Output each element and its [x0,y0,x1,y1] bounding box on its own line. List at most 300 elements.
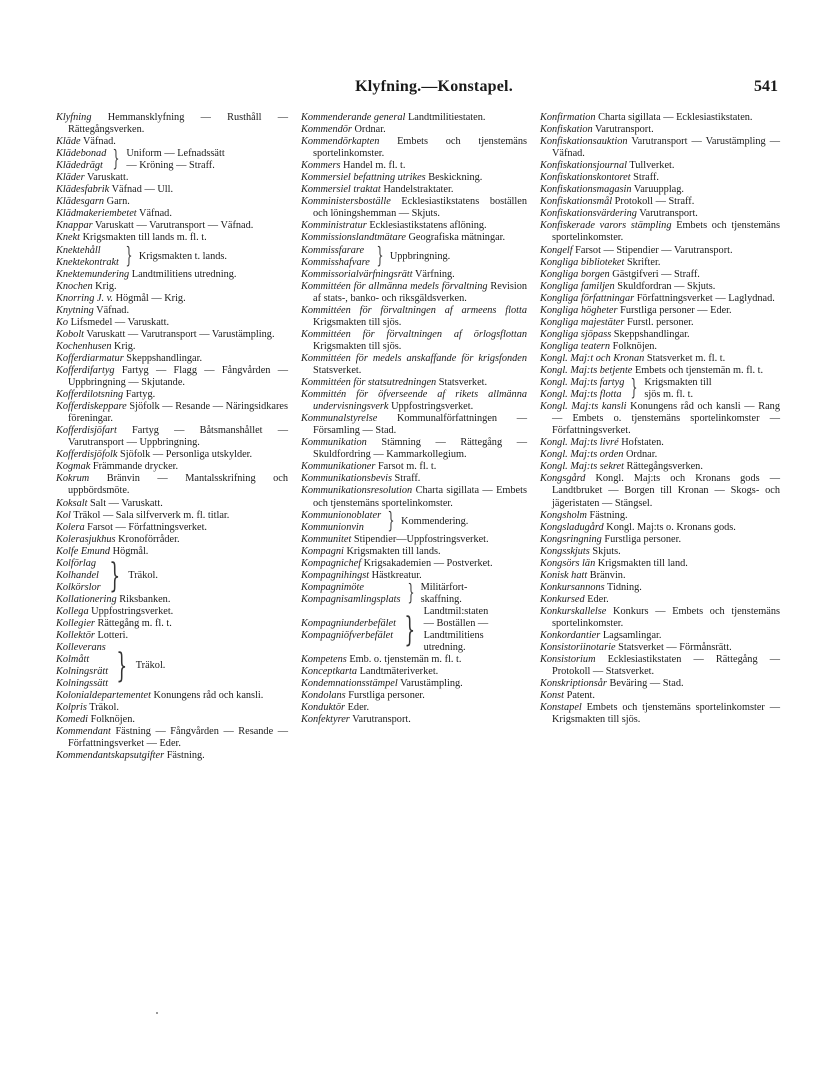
entry-headword: Konskriptionsår [540,678,607,690]
index-entry [540,510,780,522]
index-entry [540,642,780,654]
entry-references: Riksbanken. [116,593,171,605]
index-entry [540,437,780,449]
index-column-right [540,112,780,726]
brace-symbol: } [387,508,395,534]
entry-references: Gästgifveri — Straff. [609,268,700,280]
entry-headword: Konfiskationsjournal [540,160,627,172]
entry-headword: Kol [56,509,71,521]
entry-references: Embets och tjenstemäns sportelinkomster. [552,220,781,244]
index-entry [301,714,527,726]
entry-headword: Kofferdiarmatur [56,352,124,364]
entry-references: Varutransport. [592,124,654,136]
entry-headword: Klädedrägt [56,160,103,172]
entry-references: Furstliga personer — Eder. [617,304,732,316]
entry-headword: Kongliga högheter [540,304,618,316]
index-entry [540,546,780,558]
index-entry [301,232,527,244]
entry-headword: Kolerasjukhus [56,533,116,545]
entry-headword: Kofferdilotsning [56,389,124,401]
index-entry [540,522,780,534]
entry-headword: Kommunikationsresolution [301,485,413,497]
index-entry [540,606,780,630]
entry-references: Bränvin — Mantalsskrifning och uppbördsmöte. [68,473,288,497]
entry-headword: Kompagniöfverbefälet [301,630,394,642]
entry-headword: Komministratur [301,220,367,232]
index-entry [301,160,527,172]
entry-references: Ecklesiastikstaten — Rättegång — Protokoll — Statsverket. [552,654,780,678]
entry-headword: Kollationering [56,593,117,605]
index-entry [301,558,527,570]
entry-headword: Konfiskerade varors stämpling [540,220,672,232]
entry-references: Värfning. [412,268,455,280]
entry-headword: Kommendant [56,726,111,738]
entry-headword: Kolfe Emund [56,545,111,557]
brace-symbol: } [407,580,415,606]
entry-reference-line: Träkol. [128,569,158,581]
entry-references: Bränvin. [587,569,626,581]
entry-reference-line: skaffning. [420,593,462,605]
entry-headword: Kolmått [56,654,90,666]
entry-references [128,570,288,582]
entry-references: Krigsmakten till land. [595,557,688,569]
entry-headword: Konfiskationskontoret [540,172,631,184]
entry-headword: Klädmakeriembetet [56,208,137,220]
entry-references: Konungens råd och kansli — Rang — Embets o. tjenstemäns sportelinkomster — Författningsverket. [552,401,780,437]
entry-reference-line: Uniform — Lefnadssätt [126,148,225,160]
index-entry [540,160,780,172]
index-entry [301,377,527,389]
entry-headword: Klädesfabrik [56,184,110,196]
index-entry-group [540,377,780,401]
entry-headword: Kochenhusen [56,340,112,352]
entry-references: Charta sigillata — Ecklesiastikstaten. [595,112,753,123]
entry-headword: Kommers [301,160,341,172]
entry-headword: Kobolt [56,328,85,340]
entry-references: Konkurs — Embets och tjenstemäns sportelinkomster. [552,605,780,629]
entry-headword: Kompagnichef [301,557,362,569]
entry-references: Varuskatt. [84,172,129,184]
entry-headword: Kolningssätt [56,678,109,690]
index-entry [540,558,780,570]
entry-references: Tidning. [604,581,642,593]
index-entry [301,184,527,196]
entry-references: Stipendier—Uppfostringsverket. [351,533,489,545]
group-headwords [56,642,108,690]
entry-references: Varuupplag. [631,184,684,196]
group-headwords [301,245,370,269]
entry-headword: Knektemundering [56,268,130,280]
index-entry [56,449,288,461]
brace-symbol: } [404,610,416,651]
index-entry [540,269,780,281]
index-entry [56,184,288,196]
entry-headword: Konduktör [301,702,346,714]
entry-references: Konungens råd och kansli. [150,690,264,702]
entry-headword: Kompagnihingst [301,569,370,581]
entry-references: Fästning — Fångvården — Resande — Författningsverket — Eder. [68,726,288,750]
entry-references: Charta sigillata — Embets och tjenstemäns sportelinkomster. [313,485,527,509]
entry-references: Lagsamlingar. [600,630,662,642]
entry-headword: Kommittéen för allmänna medels förvaltning [301,280,488,292]
index-entry-group [301,582,527,606]
entry-headword: Kolkörslor [56,581,101,593]
index-entry-group [56,245,288,269]
entry-headword: Kommisshafvare [301,256,370,268]
entry-headword: Konfiskationsmagasin [540,184,632,196]
index-entry [540,594,780,606]
index-entry [540,570,780,582]
index-entry [540,678,780,690]
entry-headword: Konst [540,690,565,702]
index-entry [56,522,288,534]
entry-headword: Ko [56,316,69,328]
index-entry [56,220,288,232]
entry-references: Salt — Varuskatt. [87,497,163,509]
index-entry [301,702,527,714]
index-entry [56,630,288,642]
index-entry [301,353,527,377]
entry-references: Krigsmakten till sjös. [313,340,402,352]
index-entry [540,582,780,594]
entry-headword: Konkursed [540,593,585,605]
entry-headword: Kommunikation [301,437,367,449]
index-entry [56,389,288,401]
entry-references: Emb. o. tjenstemän m. fl. t. [346,654,462,666]
entry-headword: Kongsskjuts [540,545,590,557]
entry-references: Skeppshandlingar. [123,352,203,364]
group-headwords [301,618,396,642]
index-entry [301,269,527,281]
entry-headword: Konkursannons [540,581,605,593]
index-entry [301,305,527,329]
entry-references: Fartyg — Båtsmanshållet — Varutransport — Uppbringning. [68,425,288,449]
brace-symbol: } [376,243,384,269]
entry-headword: Koksalt [56,497,88,509]
entry-references: Väfnad — Ull. [109,184,174,196]
entry-headword: Kommendör [301,124,352,136]
entry-headword: Kommunitet [301,533,352,545]
entry-references: Varuskatt — Varutransport — Väfnad. [92,220,254,232]
index-entry [540,220,780,244]
brace-symbol: } [125,243,133,269]
entry-references: Skeppshandlingar. [611,328,690,340]
entry-headword: Kommittéen för statsutredningen [301,377,437,389]
entry-references: Lifsmedel — Varuskatt. [68,316,170,328]
index-entry [540,281,780,293]
entry-references: Furstl. personer. [624,316,694,328]
entry-references [401,516,527,528]
entry-references: Träkol — Sala silfververk m. fl. titlar. [70,509,230,521]
entry-headword: Kongsörs län [540,557,596,569]
index-entry-group [56,148,288,172]
entry-headword: Konfiskationsauktion [540,136,628,148]
entry-headword: Kolleverans [56,642,106,654]
entry-references: Hästkreatur. [369,569,422,581]
entry-reference-line: — Boställen — [423,617,489,629]
entry-references: Lotteri. [94,630,129,642]
entry-headword: Kommersiel traktat [301,184,381,196]
entry-headword: Komministersboställe [301,196,391,208]
index-entry [56,473,288,497]
index-entry [540,365,780,377]
entry-reference-line: Kommendering. [401,515,469,527]
entry-references: Landtmilitiestaten. [405,112,486,123]
entry-references: Beskickning. [425,172,483,184]
brace-symbol: } [112,147,120,173]
entry-reference-line: Landtmilitiens [423,630,484,642]
entry-references: Embets och tjenstemäns sportelinkomster. [313,136,527,160]
index-entry [301,196,527,220]
index-entry [540,473,780,509]
index-entry [540,329,780,341]
entry-references: Folknöjen. [610,340,657,352]
index-entry-group [301,510,527,534]
index-entry [56,208,288,220]
entry-headword: Knekt [56,232,81,244]
entry-references: Furstliga personer. [345,690,425,702]
index-entry [56,269,288,281]
entry-headword: Kommissionslandtmätare [301,232,406,244]
index-entry [301,546,527,558]
entry-headword: Konsistorium [540,654,596,666]
entry-references: Väfnad. [93,304,130,316]
index-entry [301,437,527,461]
entry-references: Ecklesiastikstatens boställen och löningshemman — Skjuts. [313,196,527,220]
entry-headword: Kommittéen för förvaltningen af örlogsflottan [301,328,527,340]
index-entry [301,220,527,232]
entry-references [421,582,527,606]
entry-headword: Kommersiel befattning utrikes [301,172,426,184]
entry-headword: Kommunalstyrelse [301,413,378,425]
index-entry [56,365,288,389]
entry-references: Hemmansklyfning — Rusthåll — Rättegångsverken. [68,112,288,136]
entry-headword: Kongl. Maj:ts kansli [540,401,627,413]
entry-references: Ecklesiastikstatens aflöning. [366,220,487,232]
entry-reference-line: — Kröning — Straff. [126,160,215,172]
entry-references: Statsverket. [313,364,362,376]
index-entry [56,690,288,702]
index-entry-group [56,555,288,596]
entry-headword: Kongsringning [540,533,602,545]
index-entry [540,449,780,461]
entry-references: Fartyg. [123,389,156,401]
index-entry [56,136,288,148]
entry-headword: Knektehåll [56,244,101,256]
index-entry [301,413,527,437]
index-entry [56,606,288,618]
entry-headword: Konsistoriinotarie [540,642,616,654]
entry-headword: Kongsladugård [540,521,604,533]
entry-references: Farsot — Stipendier — Varutransport. [572,244,733,256]
entry-headword: Klädesgarn [56,196,105,208]
entry-headword: Kommunionvin [301,521,364,533]
entry-headword: Konfektyrer [301,714,350,726]
entry-references: Uppfostringsverket. [88,605,174,617]
entry-references [424,606,527,654]
page-number: 541 [754,78,778,95]
index-entry [540,184,780,196]
entry-headword: Kongliga teatern [540,340,611,352]
index-entry [540,461,780,473]
entry-references: Krig. [92,280,117,292]
entry-headword: Kommendantskapsutgifter [56,750,165,762]
entry-references: Statsverket. [436,377,488,389]
index-entry [56,196,288,208]
entry-headword: Konceptkarta [301,666,358,678]
index-entry [540,124,780,136]
index-entry [540,702,780,726]
index-entry [301,678,527,690]
entry-references: Stämning — Rättegång — Skuldfordring — Kammarkollegium. [313,437,527,461]
entry-headword: Kollegier [56,617,95,629]
entry-headword: Knochen [56,280,93,292]
entry-headword: Kongliga sjöpass [540,328,612,340]
entry-headword: Kläde [56,136,81,148]
index-entry [540,172,780,184]
entry-headword: Konkordantier [540,630,601,642]
index-entry [56,510,288,522]
entry-headword: Kommendörkapten [301,136,380,148]
entry-references: Beväring — Stad. [606,678,684,690]
entry-headword: Komedi [56,714,89,726]
entry-references: Skuldfordran — Skjuts. [614,280,716,292]
entry-references: Straff. [630,172,659,184]
entry-references: Handelstraktater. [380,184,454,196]
entry-headword: Kompagni [301,545,344,557]
entry-headword: Kogmak [56,461,91,473]
index-entry [56,498,288,510]
entry-headword: Knappar [56,220,93,232]
entry-headword: Kongsholm [540,509,587,521]
entry-headword: Kongsgård [540,473,586,485]
entry-references: Högmål. [110,545,149,557]
index-entry [56,546,288,558]
entry-reference-line: Landtmil:staten [423,605,489,617]
entry-references [644,377,780,401]
entry-headword: Kolpris [56,702,87,714]
index-entry [56,329,288,341]
entry-references: Kongl. Maj:ts o. Kronans gods. [603,521,736,533]
entry-references: Geografiska mätningar. [405,232,506,244]
index-entry [56,281,288,293]
index-column-left [56,112,288,763]
entry-headword: Kommunionoblater [301,509,382,521]
entry-references: Sjöfolk — Resande — Näringsidkares föreningar. [68,401,288,425]
entry-headword: Klädebonad [56,148,107,160]
entry-reference-line: Militärfort- [420,581,468,593]
entry-references: Protokoll — Straff. [612,196,695,208]
entry-headword: Kommittén för öfverseende af rikets allmänna undervisningsverk [301,389,527,413]
entry-references: Varuskatt — Varutransport — Varustämpling. [84,328,275,340]
entry-headword: Kofferdisjöfart [56,425,117,437]
entry-headword: Kofferdifartyg [56,364,115,376]
index-entry [56,750,288,762]
entry-headword: Kommunikationsbevis [301,473,392,485]
entry-references: Varustämpling. [397,678,463,690]
entry-headword: Kommittéen för förvaltningen af armeens flotta [301,304,527,316]
entry-headword: Knorring J. v. [56,292,114,304]
index-entry [540,208,780,220]
entry-headword: Kongl. Maj:ts sekret [540,461,624,473]
brace-symbol: } [630,376,638,402]
entry-references: Farsot m. fl. t. [375,461,437,473]
entry-references [139,251,288,263]
entry-headword: Kondolans [301,690,346,702]
index-entry [301,666,527,678]
entry-references: Rättegångsverken. [623,461,703,473]
index-entry [301,389,527,413]
entry-references: Varutransport — Varustämpling — Väfnad. [552,136,780,160]
index-entry [540,245,780,257]
index-entry [301,281,527,305]
entry-references: Krig. [111,340,136,352]
index-entry [540,305,780,317]
brace-symbol: } [116,646,128,687]
print-speck [156,1012,158,1014]
entry-references: Fästning. [164,750,205,762]
entry-headword: Konkurskallelse [540,605,607,617]
entry-references: Kongl. Maj:ts och Kronans gods — Landtbruket — Borgen till Kronan — Skogs- och jägeristaten — Stängsel. [552,473,780,509]
entry-references: Uppfostringsverket. [388,401,474,413]
entry-reference-line: utredning. [423,642,466,654]
entry-headword: Kongelf [540,244,573,256]
entry-references: Fästning. [586,509,628,521]
index-entry [56,172,288,184]
index-entry [540,630,780,642]
group-headwords [56,148,106,172]
entry-references: Hofstaten. [618,437,664,449]
entry-references: Författningsverket — Laglydnad. [634,292,775,304]
index-entry [540,196,780,208]
index-entry-group [56,642,288,690]
entry-references: Varutransport. [349,714,411,726]
group-headwords [301,510,381,534]
entry-headword: Konfiskation [540,124,593,136]
entry-headword: Kongl. Maj:ts orden [540,449,624,461]
entry-references: Sjöfolk — Personliga utskylder. [117,449,253,461]
index-entry [56,618,288,630]
index-entry [56,341,288,353]
index-entry [56,425,288,449]
entry-headword: Konfiskationsmål [540,196,613,208]
entry-references: Handel m. fl. t. [340,160,406,172]
entry-references [136,660,288,672]
index-entry [56,232,288,244]
entry-references: Revision af stats-, banko- och riksgäldsverken. [313,280,527,304]
entry-references: Fartyg — Flagg — Fångvården — Uppbringning — Skjutande. [68,364,288,389]
index-entry [56,401,288,425]
entry-references [390,251,527,263]
index-entry-group [301,606,527,654]
entry-headword: Kommissorialvärfningsrätt [301,268,413,280]
entry-references: Krigsmakten till lands. [343,545,441,557]
entry-references: Statsverket — Förmånsrätt. [615,642,732,654]
group-headwords [56,558,101,594]
entry-references: Ordnar. [351,124,386,136]
entry-references: Varutransport. [636,208,698,220]
group-headwords [56,245,119,269]
entry-headword: Kongliga familjen [540,280,615,292]
entry-headword: Kongliga biblioteket [540,256,625,268]
index-entry [301,124,527,136]
index-entry [540,136,780,160]
entry-references: Farsot — Författningsverket. [84,521,208,533]
entry-references: Krigsakademien — Postverket. [361,557,493,569]
index-entry [56,461,288,473]
entry-headword: Kommissfarare [301,244,365,256]
entry-headword: Kompagnisamlingsplats [301,593,401,605]
